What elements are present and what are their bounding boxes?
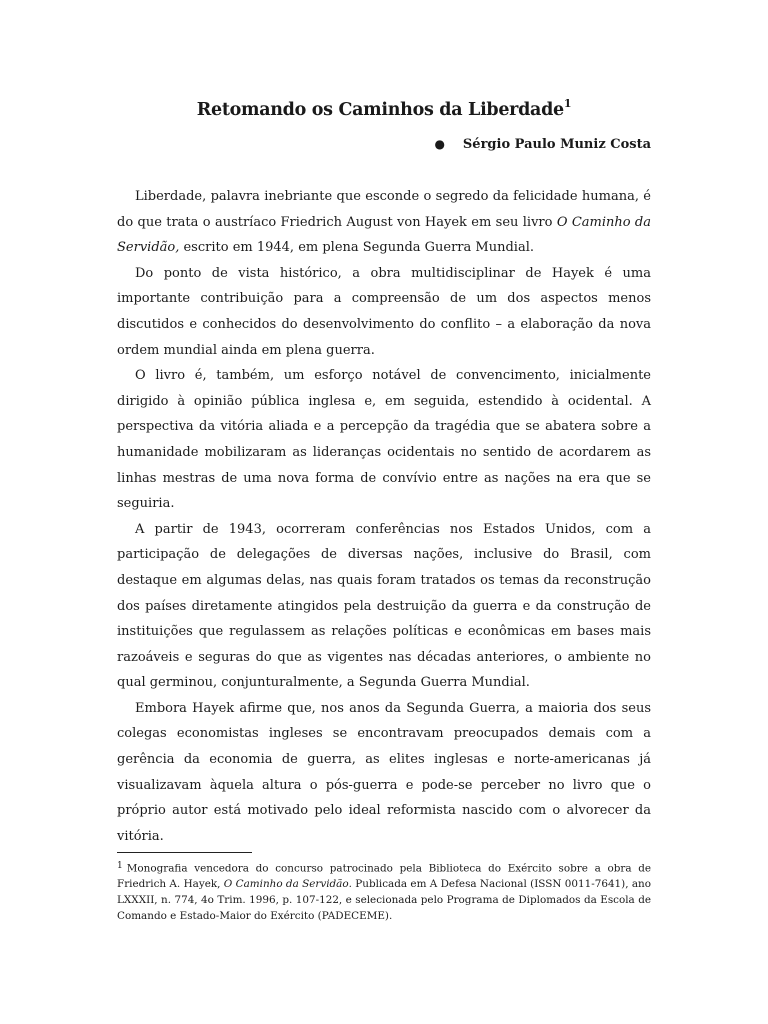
paragraph-5: Embora Hayek afirme que, nos anos da Segunda Guerra, a maioria dos seus colegas economistas ingleses se encontravam preocupados demais com a gerência da economia de guerra, as elites inglesas e norte-americanas já visualizavam àquela altura o pós-guerra e pode-se perceber no livro que o próprio autor está motivado pelo ideal reformista nascido com o alvorecer da vitória. [117,700,651,844]
title-text: Retomando os Caminhos da Liberdade [196,99,564,120]
paragraph-1-text: Liberdade, palavra inebriante que esconde o segredo da felicidade humana, é do que trata o austríaco Friedrich August von Hayek em seu livro [117,189,651,230]
paragraph-4: A partir de 1943, ocorreram conferências nos Estados Unidos, com a participação de delegações de diversas nações, inclusive do Brasil, com destaque em algumas delas, nas quais foram tratados os temas da reconstrução dos países diretamente atingidos pela destruição da guerra e da construção de instituições que regulassem as relações políticas e econômicas em bases mais razoáveis e seguras do que as vigentes nas décadas anteriores, o ambiente no qual germinou, conjunturalmente, a Segunda Guerra Mundial. [117,521,651,691]
footnote-mark: 1 [117,861,123,871]
paragraph-2: Do ponto de vista histórico, a obra multidisciplinar de Hayek é uma importante contribuição para a compreensão de um dos aspectos menos discutidos e conhecidos do desenvolvimento do conflito – a elaboração da nova ordem mundial ainda em plena guerra. [117,265,651,358]
footnote-text: Monografia vencedora do concurso patrocinado pela Biblioteca do Exército sobre a obra de Friedrich A. Hayek, [117,862,651,891]
paragraph-1-text-end: escrito em 1944, em plena Segunda Guerra Mundial. [179,240,534,256]
footnote-book-title: O Caminho da Servidão [223,878,349,891]
footnote-text-end: . Publicada em A Defesa Nacional (ISSN 0011-7641), ano LXXXII, n. 774, 4o Trim. 1996, p. 107-122, e selecionada pelo Programa de Diplomados da Escola de Comando e Estado-Maior do Exército (PADECEME). [117,878,652,922]
author-line [434,137,651,152]
book-title-italic: O Caminho da Servidão, [117,214,652,256]
author-name: Sérgio Paulo Muniz Costa [462,137,651,152]
title-footnote-mark[interactable]: 1 [563,96,572,110]
bullet-icon: ● [434,137,445,151]
footnote-divider [117,852,252,853]
paragraph-3: O livro é, também, um esforço notável de convencimento, inicialmente dirigido à opinião pública inglesa e, em seguida, estendido à ocidental. A perspectiva da vitória aliada e a percepção da tragédia que se abatera sobre a humanidade mobilizaram as lideranças ocidentais no sentido de acordarem as linhas mestras de uma nova forma de convívio entre as nações na era que se seguiria. [117,368,651,512]
footnote [117,858,651,925]
paragraph-1 [117,184,651,261]
body-text [117,184,651,849]
page-title [0,98,768,120]
